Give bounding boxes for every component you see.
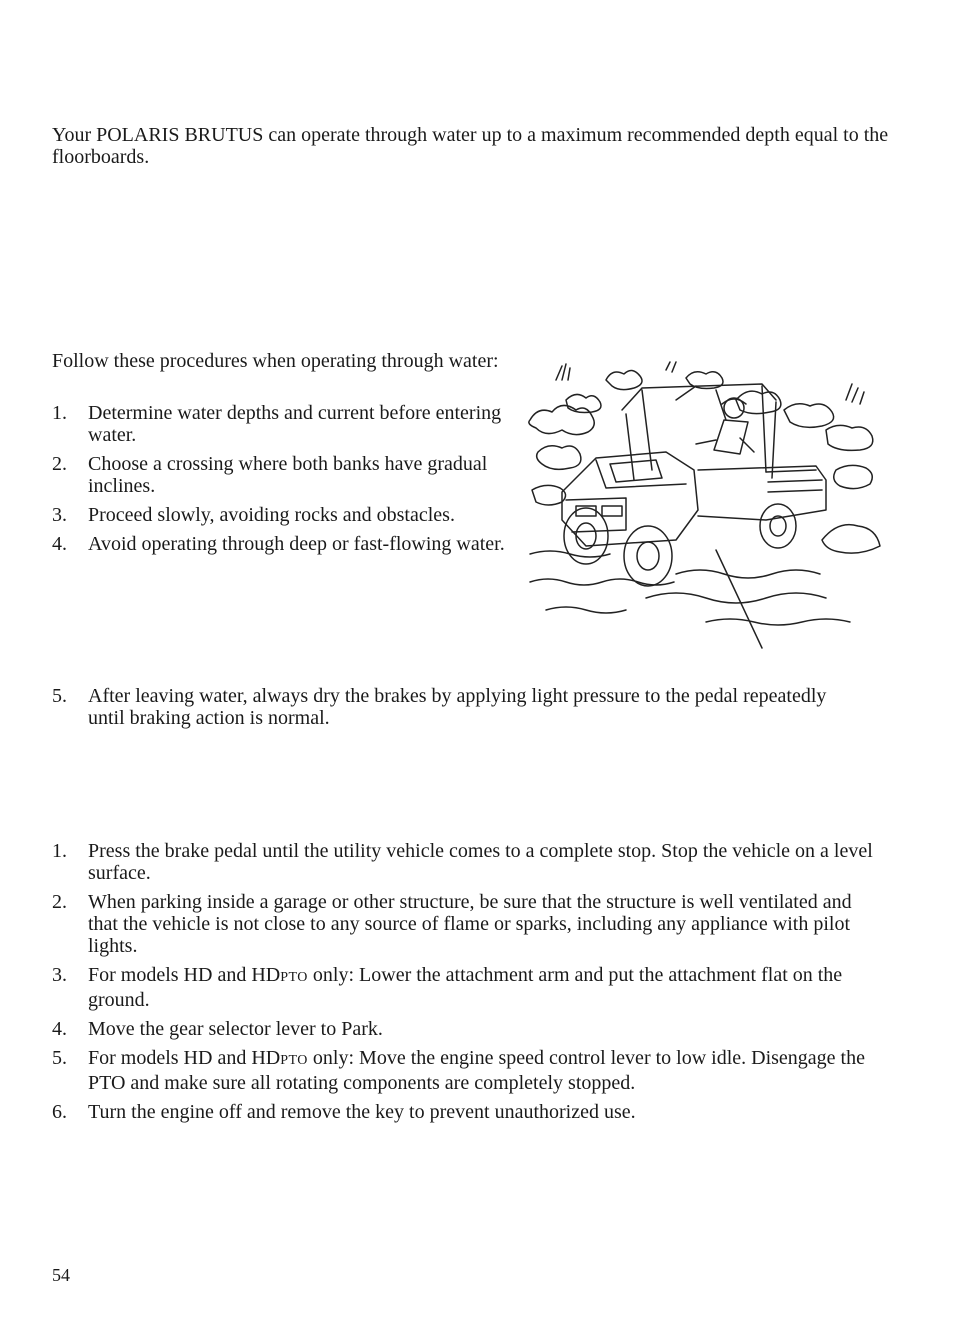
step-number: 6. [52,1101,67,1123]
step-number: 5. [52,1047,67,1069]
list-item [52,685,832,729]
list-item [52,402,512,446]
step-text: Press the brake pedal until the utility vehicle comes to a complete stop. Stop the vehicle on a level surface. [88,840,873,884]
step-text: For models HD and HDPTO only: Lower the attachment arm and put the attachment flat on the ground. [88,964,843,1011]
step-text: After leaving water, always dry the brakes by applying light pressure to the pedal repeatedly until braking action is normal. [88,685,827,729]
parking-steps-list [52,840,882,1123]
step-number: 3. [52,964,67,986]
step-text: Choose a crossing where both banks have gradual inclines. [88,453,488,497]
water-lead-text: Follow these procedures when operating through water: [52,350,499,372]
step-text: Determine water depths and current before entering water. [88,402,502,446]
step-number: 1. [52,840,67,862]
step-text: When parking inside a garage or other structure, be sure that the structure is well ventilated and that the vehicle is not close to any source of flame or sparks, including any appliance with pilot lights. [88,891,852,957]
list-item [52,1018,882,1040]
step-text: Move the gear selector lever to Park. [88,1018,383,1040]
list-item [52,1101,882,1123]
page-number: 54 [52,1265,70,1285]
vehicle-water-crossing-illustration [526,360,884,650]
water-steps-list [52,402,512,555]
step-text: Avoid operating through deep or fast-flowing water. [88,533,505,555]
step-number: 5. [52,685,67,707]
list-item [52,1047,882,1094]
intro-paragraph [52,124,892,168]
step-number: 4. [52,1018,67,1040]
step-number: 3. [52,504,67,526]
step-number: 1. [52,402,67,424]
step-number: 4. [52,533,67,555]
list-item [52,891,882,957]
water-lead [52,350,502,372]
intro-text: Your POLARIS BRUTUS can operate through water up to a maximum recommended depth equal to the floorboards. [52,124,889,168]
list-item [52,964,882,1011]
pto-label: PTO [280,1053,308,1068]
step-text: Proceed slowly, avoiding rocks and obstacles. [88,504,455,526]
step-number: 2. [52,453,67,475]
step-text: For models HD and HDPTO only: Move the engine speed control lever to low idle. Disengage the PTO and make sure all rotating components are completely stopped. [88,1047,865,1094]
water-steps-list-continued [52,685,832,729]
list-item [52,453,512,497]
list-item [52,840,882,884]
list-item [52,504,512,526]
pto-label: PTO [280,970,308,985]
step-text: Turn the engine off and remove the key to prevent unauthorized use. [88,1101,636,1123]
step-number: 2. [52,891,67,913]
list-item [52,533,512,555]
